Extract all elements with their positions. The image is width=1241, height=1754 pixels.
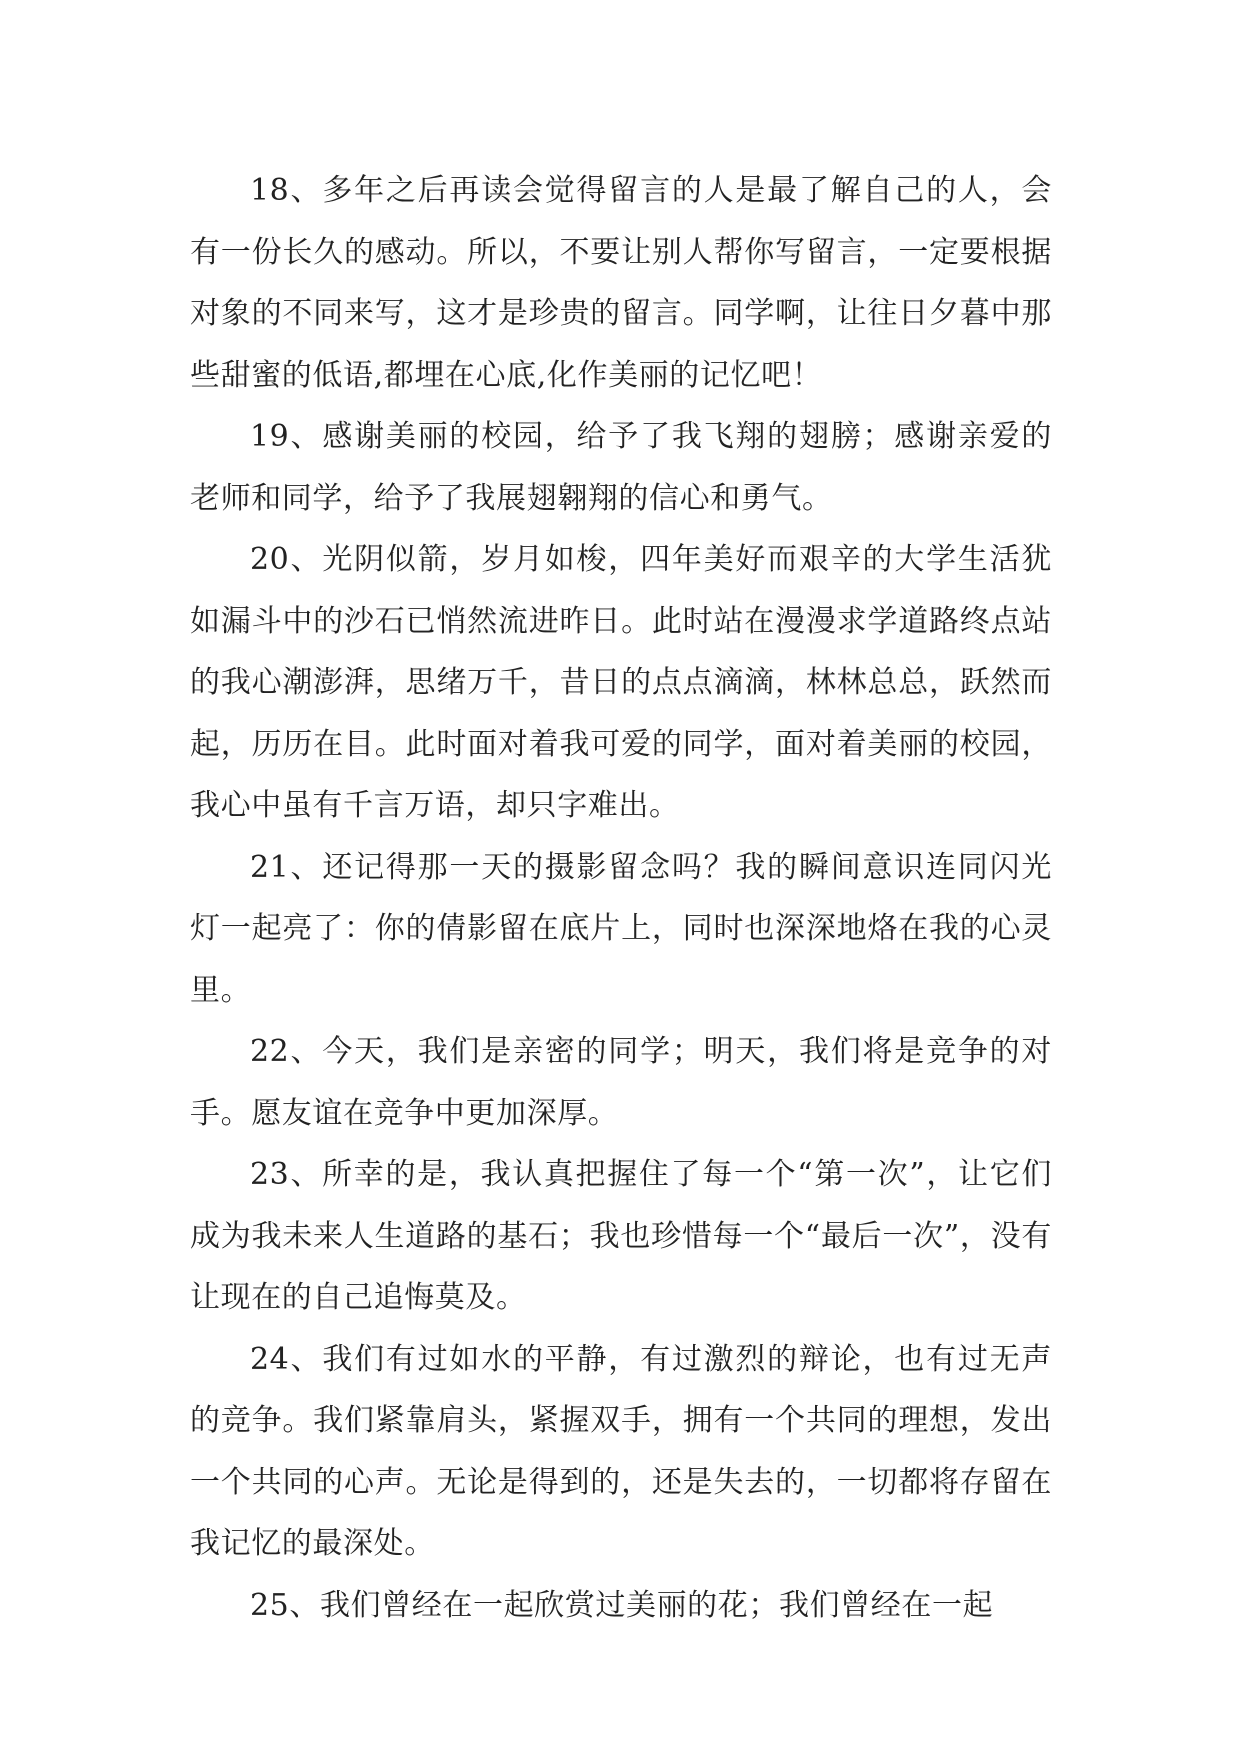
paragraph-24: 24、我们有过如水的平静，有过激烈的辩论，也有过无声的竞争。我们紧靠肩头，紧握双手，拥有一个共同的理想，发出一个共同的心声。无论是得到的，还是失去的，一切都将存留在我记忆的最深处。 bbox=[190, 1341, 1052, 1561]
paragraph-18: 18、多年之后再读会觉得留言的人是最了解自己的人，会有一份长久的感动。所以，不要让别人帮你写留言，一定要根据对象的不同来写，这才是珍贵的留言。同学啊，让往日夕暮中那些甜蜜的低语,都埋在心底,化作美丽的记忆吧！ bbox=[190, 173, 1052, 393]
paragraph-20: 20、光阴似箭，岁月如梭，四年美好而艰辛的大学生活犹如漏斗中的沙石已悄然流进昨日。此时站在漫漫求学道路终点站的我心潮澎湃，思绪万千，昔日的点点滴滴，林林总总，跃然而起，历历在目。此时面对着我可爱的同学，面对着美丽的校园，我心中虽有千言万语，却只字难出。 bbox=[190, 542, 1052, 823]
paragraph-19: 19、感谢美丽的校园，给予了我飞翔的翅膀；感谢亲爱的老师和同学，给予了我展翅翱翔的信心和勇气。 bbox=[190, 419, 1052, 516]
paragraph-21: 21、还记得那一天的摄影留念吗？我的瞬间意识连同闪光灯一起亮了：你的倩影留在底片上，同时也深深地烙在我的心灵里。 bbox=[190, 849, 1052, 1008]
paragraph-23: 23、所幸的是，我认真把握住了每一个“第一次”，让它们成为我未来人生道路的基石；我也珍惜每一个“最后一次”，没有让现在的自己追悔莫及。 bbox=[190, 1157, 1052, 1315]
paragraph-22: 22、今天，我们是亲密的同学；明天，我们将是竞争的对手。愿友谊在竞争中更加深厚。 bbox=[190, 1034, 1052, 1131]
document-body bbox=[190, 160, 1052, 1636]
paragraph-25: 25、我们曾经在一起欣赏过美丽的花；我们曾经在一起 bbox=[250, 1587, 994, 1623]
